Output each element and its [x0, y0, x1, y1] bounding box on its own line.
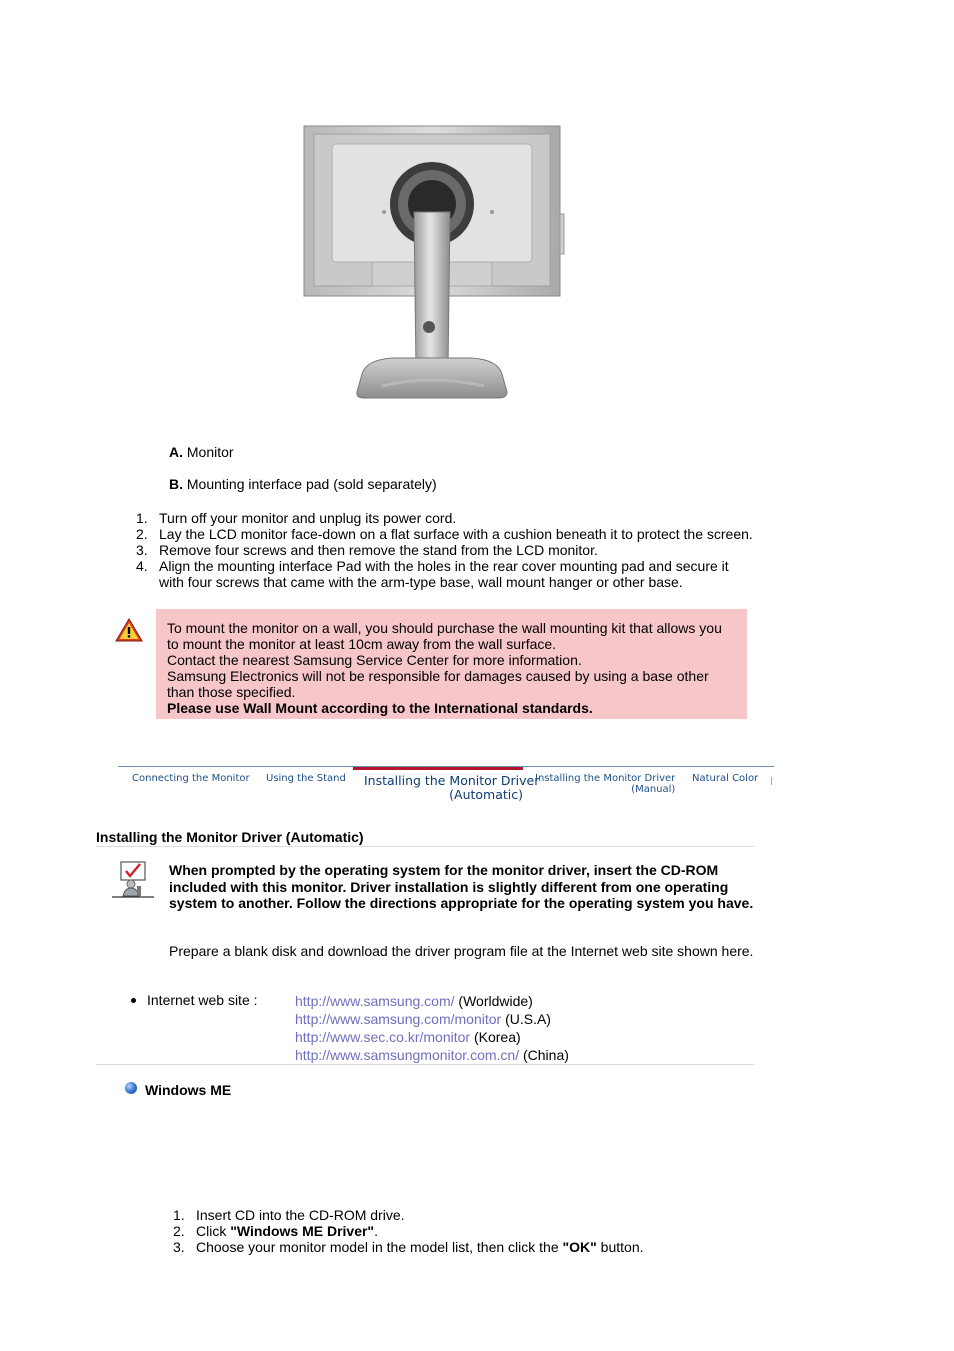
divider: [96, 846, 755, 847]
website-link[interactable]: http://www.samsungmonitor.com.cn/: [295, 1047, 520, 1063]
warning-text: Contact the nearest Samsung Service Center for more information.: [167, 652, 582, 668]
list-item: http://www.sec.co.kr/monitor (Korea): [295, 1029, 521, 1045]
list-item: 2. Click "Windows ME Driver".: [173, 1223, 378, 1239]
bullet-icon: [131, 998, 136, 1003]
tab-using-stand[interactable]: Using the Stand: [266, 773, 346, 784]
section-title: Installing the Monitor Driver (Automatic): [96, 829, 364, 845]
legend-item-a: [169, 444, 234, 460]
legend-item-b: [169, 476, 437, 492]
list-item: http://www.samsung.com/monitor (U.S.A): [295, 1011, 551, 1027]
list-item: 3. Choose your monitor model in the model list, then click the "OK" button.: [173, 1239, 644, 1255]
tab-natural-color[interactable]: Natural Color: [692, 773, 759, 784]
website-list: [295, 992, 569, 1064]
website-link[interactable]: http://www.sec.co.kr/monitor: [295, 1029, 471, 1045]
monitor-rear-image: [302, 124, 566, 400]
list-item: 1. Insert CD into the CD-ROM drive.: [173, 1207, 405, 1223]
tab-divider: [771, 777, 772, 785]
legend-letter: B.: [169, 476, 183, 492]
list-item: http://www.samsungmonitor.com.cn/ (China): [295, 1047, 569, 1063]
list-item: 4. Align the mounting interface Pad with the holes in the rear cover mounting pad and secure it with four screws that came with the arm-type base, wall mount hanger or other base.: [136, 558, 729, 590]
blue-orb-bullet-icon: [125, 1082, 137, 1094]
os-title: Windows ME: [145, 1082, 232, 1098]
tab-driver-manual[interactable]: Installing the Monitor Driver (Manual): [535, 773, 676, 795]
websites-label: Internet web site :: [147, 992, 258, 1008]
warning-box: [156, 609, 747, 719]
windows-me-steps: [173, 1207, 644, 1255]
tab-driver-automatic[interactable]: Installing the Monitor Driver (Automatic): [353, 767, 523, 802]
list-item: http://www.samsung.com/ (Worldwide): [295, 993, 533, 1009]
warning-text: Samsung Electronics will not be responsible for damages caused by using a base other than those specified.: [167, 668, 709, 700]
section-tab-bar: [118, 766, 774, 807]
note-checklist-icon: [111, 860, 155, 900]
website-link[interactable]: http://www.samsung.com/monitor: [295, 1011, 502, 1027]
legend-letter: A.: [169, 444, 183, 460]
legend-text: Mounting interface pad (sold separately): [186, 476, 437, 492]
list-item: 1. Turn off your monitor and unplug its power cord.: [136, 510, 457, 526]
warning-bold-text: Please use Wall Mount according to the International standards.: [167, 700, 593, 716]
tab-connecting-monitor[interactable]: Connecting the Monitor: [132, 773, 250, 784]
warning-triangle-icon: [115, 618, 143, 642]
divider: [96, 1064, 755, 1065]
mounting-steps-list: [136, 510, 756, 590]
list-item: 2. Lay the LCD monitor face-down on a flat surface with a cushion beneath it to protect the screen.: [136, 526, 753, 542]
website-link[interactable]: http://www.samsung.com/: [295, 993, 455, 1009]
legend-text: Monitor: [186, 444, 234, 460]
driver-note-bold: When prompted by the operating system for the monitor driver, insert the CD-ROM included with this monitor. Driver installation is slightly different from one operating system to another. Follow the directions appropriate for the operating system you have.: [169, 862, 754, 911]
driver-note-text: Prepare a blank disk and download the driver program file at the Internet web site shown here.: [169, 943, 754, 959]
warning-text: To mount the monitor on a wall, you should purchase the wall mounting kit that allows you to mount the monitor at least 10cm away from the wall surface.: [167, 620, 722, 652]
list-item: 3. Remove four screws and then remove the stand from the LCD monitor.: [136, 542, 598, 558]
